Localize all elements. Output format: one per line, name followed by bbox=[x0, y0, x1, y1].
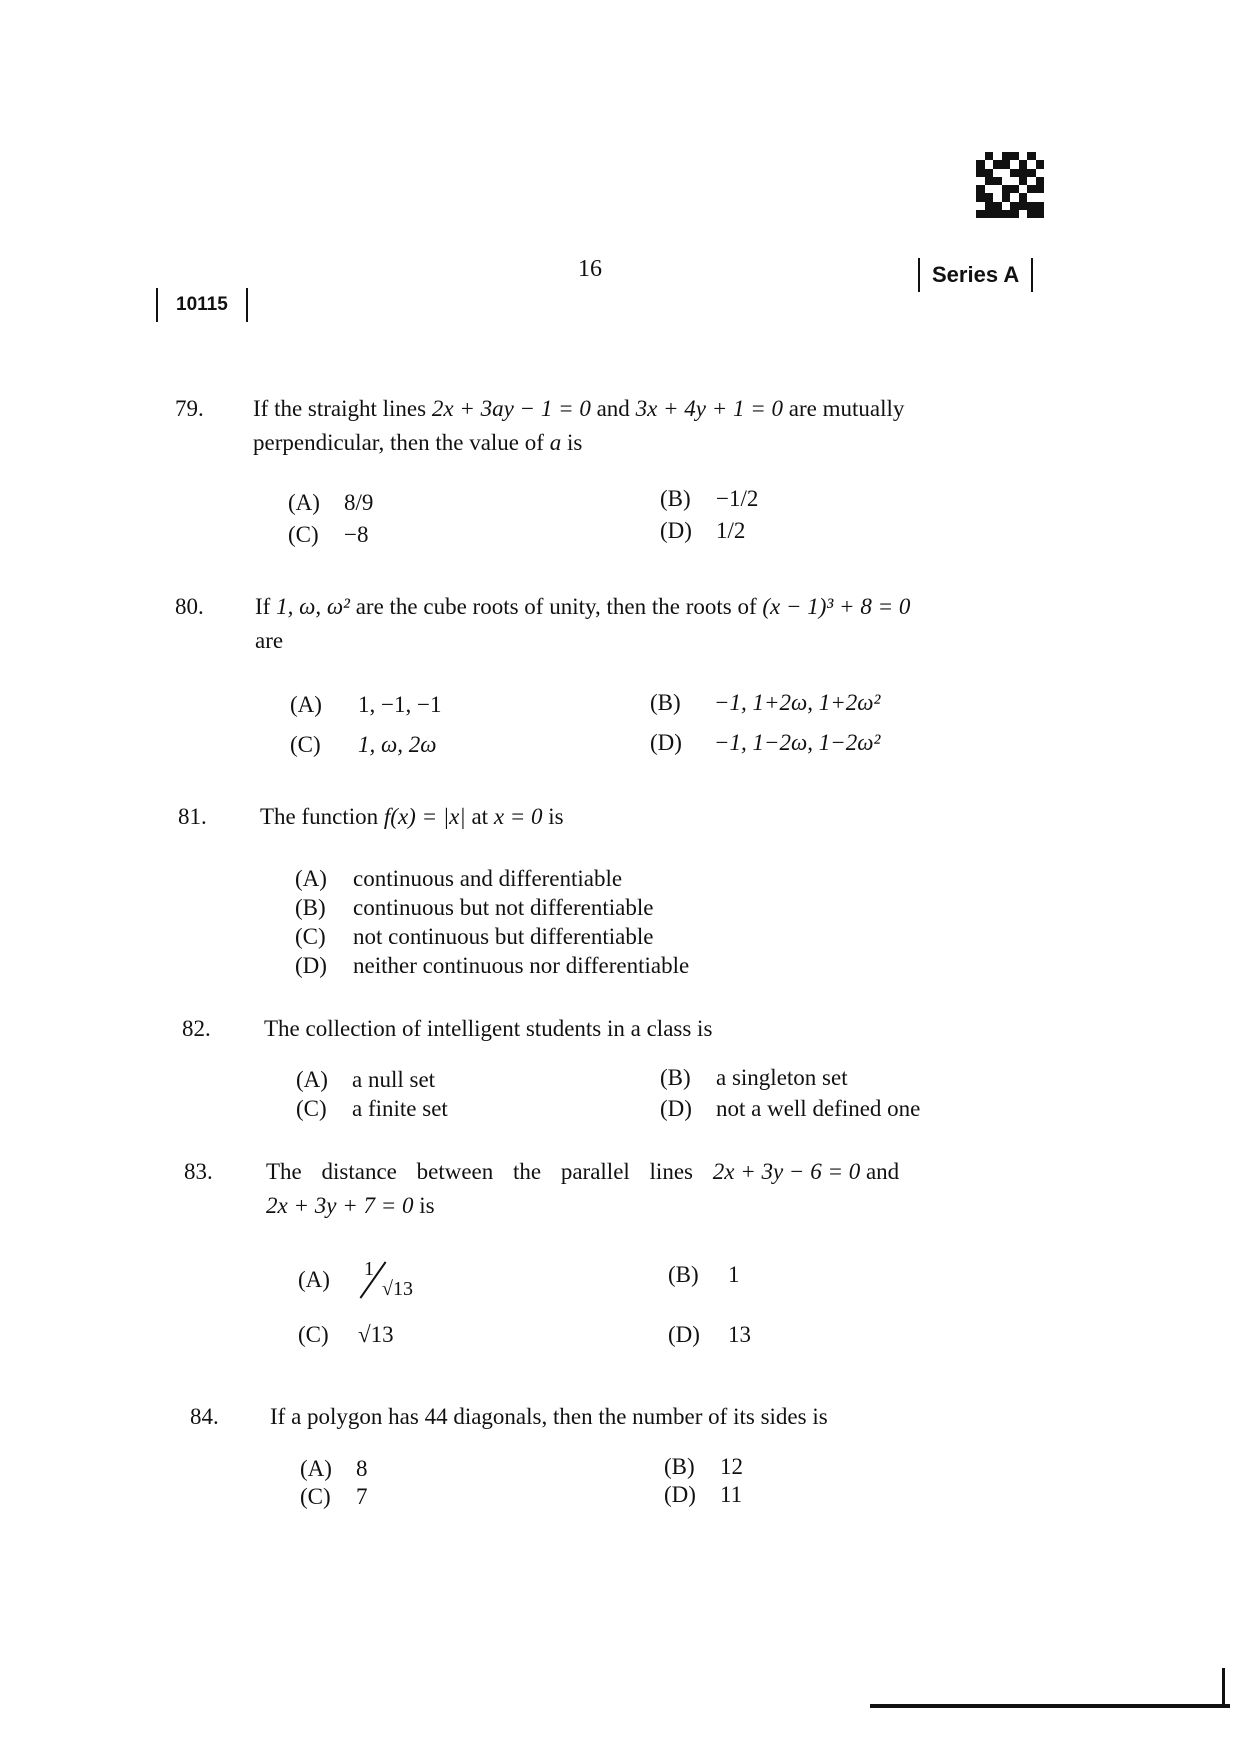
option-a[interactable]: (A) continuous and differentiable bbox=[295, 866, 623, 891]
question-number: 79. bbox=[175, 396, 204, 421]
option-b[interactable]: (B) continuous but not differentiable bbox=[295, 895, 654, 920]
question-text: The collection of intelligent students in a class is bbox=[264, 1016, 713, 1041]
option-a[interactable]: (A) 8/9 bbox=[288, 490, 374, 515]
series-label bbox=[918, 258, 1033, 292]
question-number: 83. bbox=[184, 1159, 213, 1184]
option-c[interactable]: (C) a finite set bbox=[296, 1096, 448, 1121]
option-a[interactable]: (A) 1 √13 bbox=[298, 1262, 428, 1302]
option-c[interactable]: (C) √13 bbox=[298, 1322, 394, 1347]
option-a[interactable]: (A) a null set bbox=[296, 1067, 436, 1092]
option-c[interactable]: (C) −8 bbox=[288, 522, 369, 547]
page-edge-line bbox=[870, 1704, 1230, 1708]
paper-code bbox=[156, 288, 248, 322]
option-b[interactable]: (B) −1/2 bbox=[660, 486, 759, 511]
option-d[interactable]: (D) neither continuous nor differentiable bbox=[295, 953, 690, 978]
option-b[interactable]: (B) a singleton set bbox=[660, 1065, 848, 1090]
barcode-icon bbox=[976, 152, 1044, 218]
option-c[interactable]: (C) 7 bbox=[300, 1484, 368, 1509]
option-b[interactable]: (B) 1 bbox=[668, 1262, 740, 1287]
page-edge-mark bbox=[1222, 1668, 1225, 1708]
question-number: 82. bbox=[182, 1016, 211, 1041]
question-84 bbox=[190, 1400, 1060, 1440]
option-c[interactable]: (C) not continuous but differentiable bbox=[295, 924, 654, 949]
question-80 bbox=[175, 590, 1045, 670]
option-a[interactable]: (A) 1, −1, −1 bbox=[290, 692, 442, 717]
option-d[interactable]: (D) 1/2 bbox=[660, 518, 746, 543]
option-b[interactable]: (B) 12 bbox=[664, 1454, 743, 1479]
option-a[interactable]: (A) 8 bbox=[300, 1456, 368, 1481]
option-c[interactable]: (C) 1, ω, 2ω bbox=[290, 732, 437, 757]
question-83 bbox=[184, 1155, 1054, 1235]
option-b[interactable]: (B) −1, 1+2ω, 1+2ω² bbox=[650, 690, 881, 715]
option-d[interactable]: (D) −1, 1−2ω, 1−2ω² bbox=[650, 730, 881, 755]
question-number: 80. bbox=[175, 594, 204, 619]
option-d[interactable]: (D) not a well defined one bbox=[660, 1096, 921, 1121]
question-81 bbox=[178, 800, 1048, 840]
question-text: The distance between the parallel lines 2x + 3y − 6 = 0 and 2x + 3y + 7 = 0 is bbox=[266, 1159, 900, 1218]
question-number: 81. bbox=[178, 804, 207, 829]
paper-code-text: 10115 bbox=[176, 294, 228, 315]
question-text: The function f(x) = |x| at x = 0 is bbox=[260, 804, 564, 829]
question-text: If 1, ω, ω² are the cube roots of unity, then the roots of (x − 1)³ + 8 = 0 are bbox=[255, 594, 911, 653]
fraction-one-over-root-13: 1 √13 bbox=[358, 1262, 428, 1302]
option-d[interactable]: (D) 11 bbox=[664, 1482, 743, 1507]
question-text: If a polygon has 44 diagonals, then the number of its sides is bbox=[270, 1404, 828, 1429]
question-79 bbox=[175, 392, 1045, 472]
page-number: 16 bbox=[578, 256, 602, 282]
question-82 bbox=[182, 1012, 1052, 1052]
option-d[interactable]: (D) 13 bbox=[668, 1322, 751, 1347]
question-number: 84. bbox=[190, 1404, 219, 1429]
question-text: If the straight lines 2x + 3ay − 1 = 0 and 3x + 4y + 1 = 0 are mutually perpendicular, then the value of a is bbox=[253, 396, 905, 455]
series-label-text: Series A bbox=[932, 262, 1020, 287]
